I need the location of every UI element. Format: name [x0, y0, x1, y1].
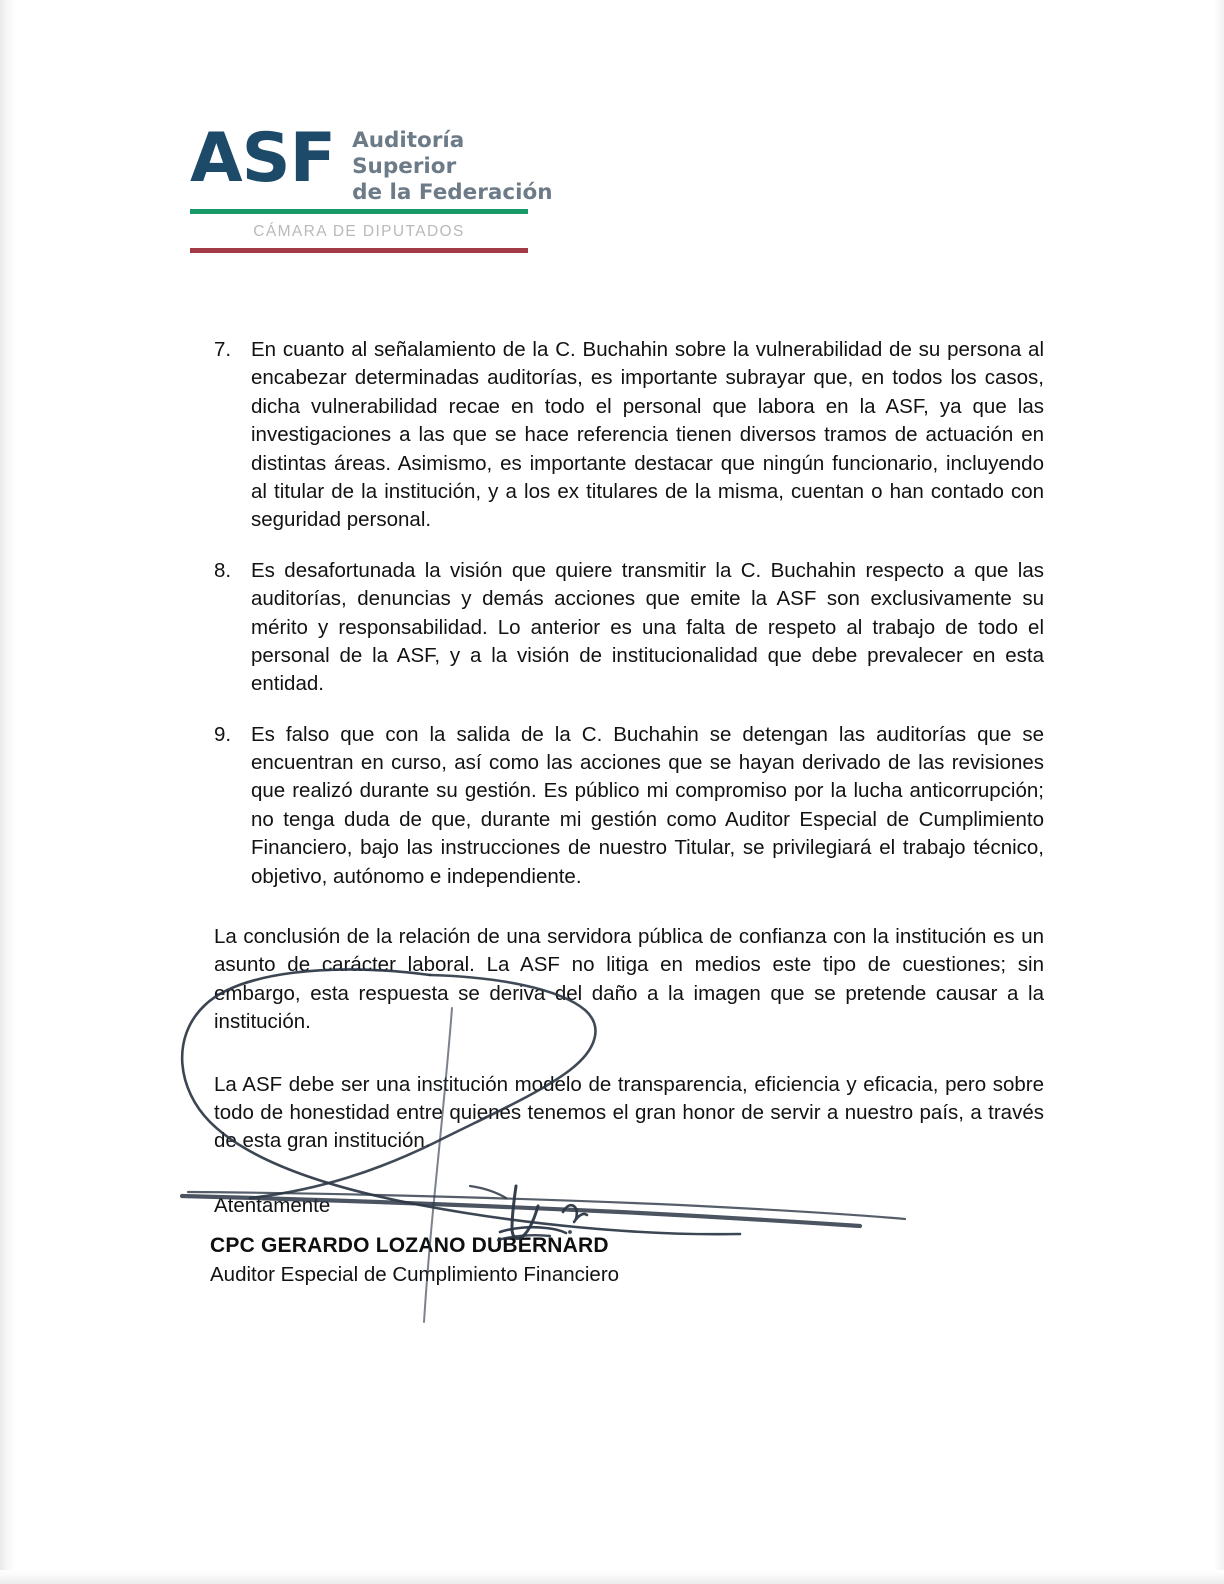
logo-wordmark — [352, 126, 553, 206]
numbered-item-marker: 8. — [214, 558, 232, 582]
logo-red-bar — [190, 248, 528, 253]
numbered-item-marker: 7. — [214, 338, 232, 361]
scan-edge-shadow-right — [1214, 0, 1224, 1584]
numbered-item-text: En cuanto al señalamiento de la C. Buchahin sobre la vulnerabilidad de su persona al encabezar determinadas auditorías, es importante subrayar que, en todos los casos, dicha vulnerabilidad recae en todo el personal que labora en la ASF, ya que las investigaciones a las que se hace referencia tienen diversos tramos de actuación en distintas áreas. Asimismo, es importante destacar que ningún funcionario, incluyendo al titular de la institución, y a los ex titulares de la misma, cuentan o han contado con seguridad personal. — [251, 338, 1044, 532]
numbered-item — [214, 721, 1044, 891]
signatory-name: CPC GERARDO LOZANO DUBERNARD — [210, 1234, 609, 1257]
logo-subtitle: CÁMARA DE DIPUTADOS — [253, 223, 465, 240]
numbered-item-text: Es falso que con la salida de la C. Buchahin se detengan las auditorías que se encuentran en curso, así como las acciones que se hayan derivado de las revisiones que realizó durante su gestión. Es público mi compromiso por la lucha anticorrupción; no tenga duda de que, durante mi gestión como Auditor Especial de Cumplimiento Financiero, bajo las instrucciones de nuestro Titular, se privilegiará el trabajo técnico, objetivo, autónomo e independiente. — [251, 722, 1044, 888]
signature-block — [210, 1232, 910, 1289]
closing-paragraph: La conclusión de la relación de una servidora pública de confianza con la institución es un asunto de carácter laboral. La ASF no litiga en medios este tipo de cuestiones; sin embargo, esta respuesta se deriva del daño a la imagen que se pretende causar a la institución. — [214, 925, 1044, 1034]
numbered-item-marker: 9. — [214, 722, 232, 746]
logo-acronym: ASF — [190, 119, 336, 198]
letter-body — [214, 336, 1044, 1220]
signatory-title: Auditor Especial de Cumplimiento Financiero — [210, 1263, 620, 1287]
scan-edge-shadow-left — [0, 0, 16, 1584]
asf-letterhead-logo — [190, 119, 553, 253]
numbered-item — [214, 557, 1044, 699]
logo-wordmark-line-1: Auditoría — [352, 128, 465, 153]
logo-wordmark-line-2: Superior — [352, 154, 457, 179]
numbered-item-text: Es desafortunada la visión que quiere transmitir la C. Buchahin respecto a que las auditorías, denuncias y demás acciones que emite la ASF son exclusivamente su mérito y responsabilidad. Lo anterior es una falta de respeto al trabajo de todo el personal de la ASF, y a la visión de institucionalidad que debe prevalecer en esta entidad. — [251, 558, 1044, 696]
numbered-item — [214, 336, 1044, 535]
scan-edge-shadow-bottom — [0, 1570, 1224, 1584]
valediction: Atentamente — [214, 1193, 331, 1217]
closing-paragraph: La ASF debe ser una institución modelo de transparencia, eficiencia y eficacia, pero sobre todo de honestidad entre quienes tenemos el gran honor de servir a nuestro país, a través de esta gran institución. — [214, 1072, 1044, 1153]
logo-wordmark-line-3: de la Federación — [352, 180, 553, 205]
logo-top-row — [190, 119, 553, 206]
